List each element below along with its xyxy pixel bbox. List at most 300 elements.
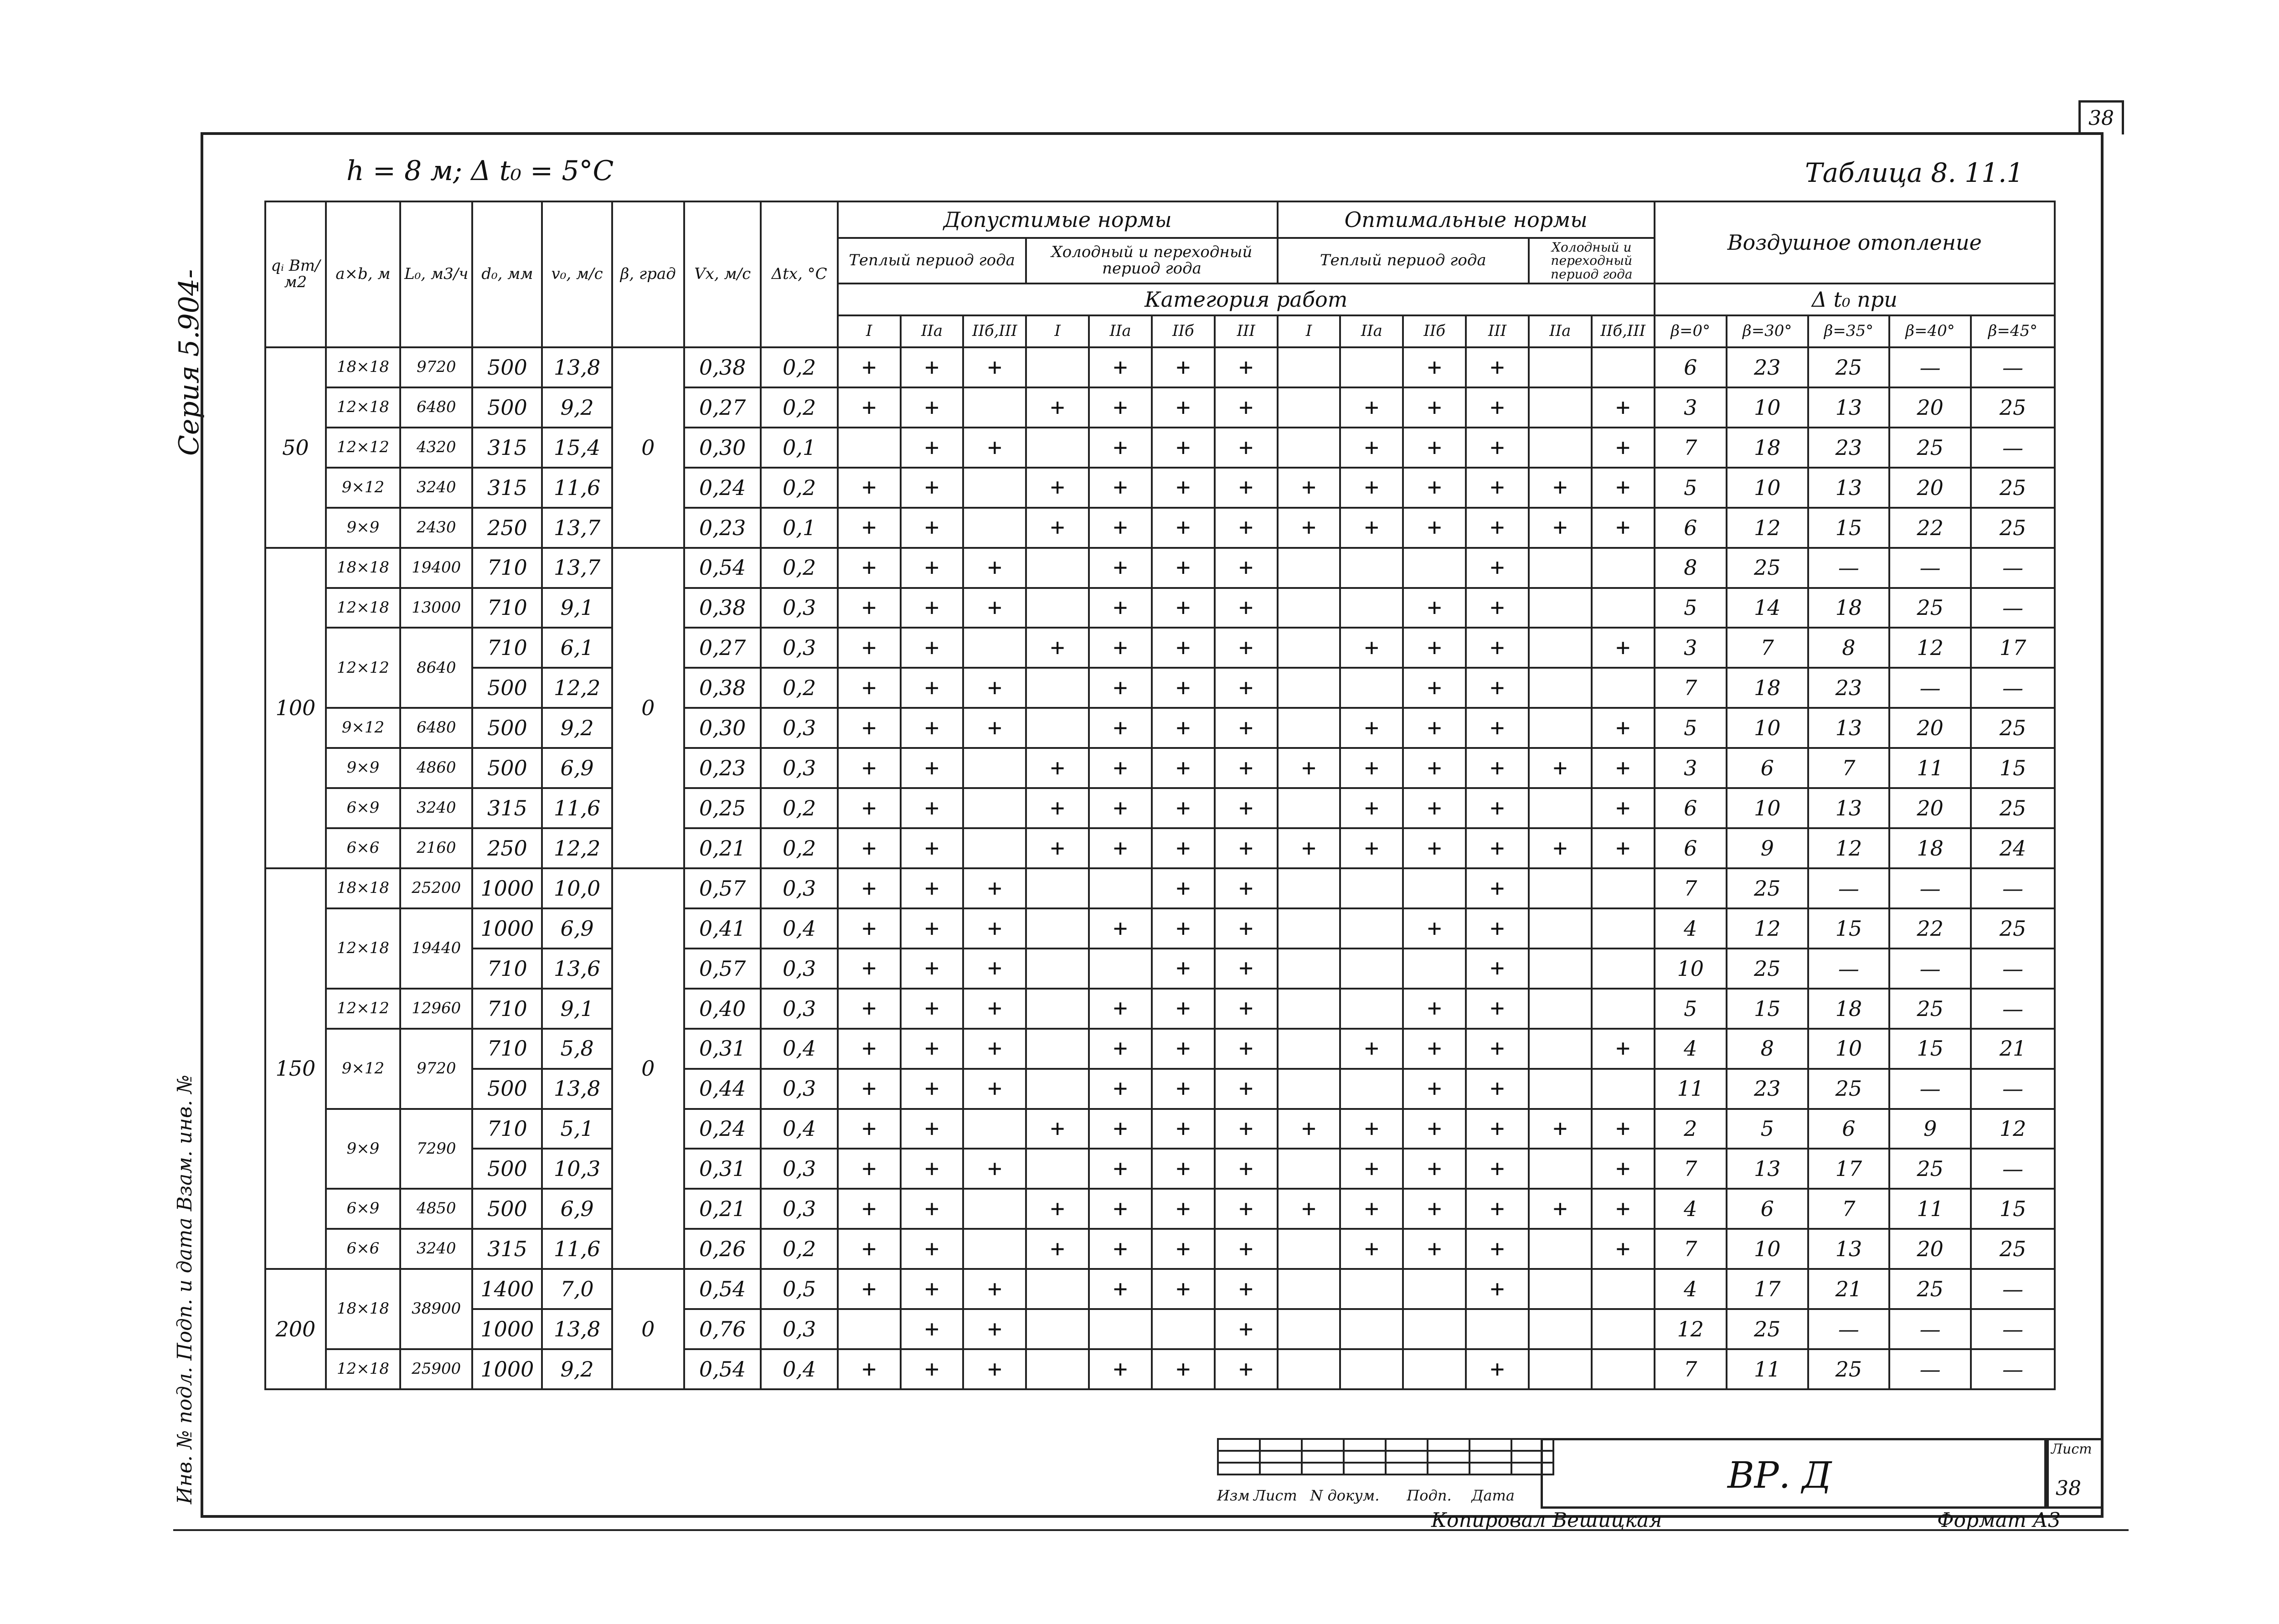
cell-norm-mark: + xyxy=(1466,748,1529,788)
col-v0: v₀, м/с xyxy=(542,201,612,347)
cell-dtx: 0,3 xyxy=(761,628,837,668)
cell-norm-mark: + xyxy=(1215,588,1278,628)
cell-norm-mark: + xyxy=(1340,1229,1403,1269)
cell-norm-mark: + xyxy=(1466,908,1529,949)
cell-norm-mark: + xyxy=(838,508,901,548)
cell-norm-mark: + xyxy=(963,949,1026,989)
cell-norm-mark: + xyxy=(1466,508,1529,548)
cell-norm-mark xyxy=(1026,428,1089,468)
cell-norm-mark: + xyxy=(1340,1149,1403,1189)
cell-dt-beta: 25 xyxy=(1971,708,2055,748)
cell-v0: 6,9 xyxy=(542,1189,612,1229)
cell-norm-mark: + xyxy=(1466,989,1529,1029)
cell-norm-mark xyxy=(1466,1309,1529,1349)
cell-norm-mark: + xyxy=(1026,508,1089,548)
category-header: I xyxy=(1026,315,1089,347)
sheet-label: Лист xyxy=(2051,1441,2092,1457)
beta-header: β=40° xyxy=(1889,315,1971,347)
cell-norm-mark: + xyxy=(1089,588,1152,628)
cell-norm-mark: + xyxy=(1466,1269,1529,1309)
cell-norm-mark: + xyxy=(1403,788,1466,828)
cell-norm-mark xyxy=(1529,1229,1592,1269)
cell-norm-mark: + xyxy=(901,1069,964,1109)
cell-norm-mark xyxy=(1026,949,1089,989)
cell-norm-mark: + xyxy=(838,387,901,428)
cell-dtx: 0,3 xyxy=(761,1149,837,1189)
cell-norm-mark: + xyxy=(1215,1269,1278,1309)
cell-norm-mark: + xyxy=(1152,748,1215,788)
cell-vx: 0,44 xyxy=(684,1069,761,1109)
cell-axb: 9×12 xyxy=(326,708,400,748)
cell-dtx: 0,3 xyxy=(761,949,837,989)
cell-norm-mark: + xyxy=(838,989,901,1029)
cell-norm-mark: + xyxy=(1089,347,1152,387)
series-label: Серия 5.904- xyxy=(173,269,205,456)
cell-norm-mark: + xyxy=(901,828,964,868)
cell-norm-mark: + xyxy=(1152,1149,1215,1189)
cell-norm-mark: + xyxy=(1340,508,1403,548)
table-row xyxy=(265,989,2055,1029)
table-row xyxy=(265,828,2055,868)
cell-norm-mark: + xyxy=(1089,428,1152,468)
cell-norm-mark: + xyxy=(1592,387,1655,428)
cell-norm-mark: + xyxy=(1215,1309,1278,1349)
cell-dt-beta: 22 xyxy=(1889,908,1971,949)
cell-dt-beta: 10 xyxy=(1727,788,1808,828)
cell-dt-beta: 9 xyxy=(1889,1109,1971,1149)
cell-q: 100 xyxy=(265,548,326,868)
cell-dt-beta: 7 xyxy=(1727,628,1808,668)
cell-dt-beta: 7 xyxy=(1655,668,1727,708)
cell-vx: 0,30 xyxy=(684,428,761,468)
table-row xyxy=(265,588,2055,628)
cell-norm-mark: + xyxy=(838,588,901,628)
cell-L0: 13000 xyxy=(400,588,472,628)
cell-d0: 500 xyxy=(472,1189,542,1229)
cell-norm-mark: + xyxy=(963,708,1026,748)
cell-dtx: 0,3 xyxy=(761,1069,837,1109)
cell-norm-mark: + xyxy=(1215,387,1278,428)
cell-norm-mark xyxy=(1026,668,1089,708)
cell-dtx: 0,3 xyxy=(761,1189,837,1229)
cell-v0: 5,8 xyxy=(542,1029,612,1069)
cell-dt-beta: 17 xyxy=(1971,628,2055,668)
cell-norm-mark xyxy=(963,508,1026,548)
cell-norm-mark: + xyxy=(1529,1109,1592,1149)
cell-norm-mark: + xyxy=(1152,588,1215,628)
cell-dt-beta: 6 xyxy=(1808,1109,1890,1149)
col-dtx: Δtх, °C xyxy=(761,201,837,347)
cell-norm-mark: + xyxy=(1403,989,1466,1029)
cell-norm-mark: + xyxy=(1215,989,1278,1029)
cell-norm-mark xyxy=(1592,548,1655,588)
cell-dt-beta: 10 xyxy=(1727,1229,1808,1269)
cell-norm-mark: + xyxy=(1215,828,1278,868)
table-row xyxy=(265,628,2055,668)
cell-d0: 315 xyxy=(472,788,542,828)
cell-axb: 9×12 xyxy=(326,1029,400,1109)
optimal-cold-header: Холодный и переходный период года xyxy=(1529,238,1655,284)
cell-norm-mark: + xyxy=(1466,868,1529,908)
cell-vx: 0,27 xyxy=(684,628,761,668)
cell-norm-mark: + xyxy=(1403,668,1466,708)
cell-dt-beta: — xyxy=(1971,949,2055,989)
table-row xyxy=(265,908,2055,949)
cell-dt-beta: 17 xyxy=(1727,1269,1808,1309)
cell-L0: 25900 xyxy=(400,1349,472,1389)
cell-d0: 710 xyxy=(472,588,542,628)
cell-norm-mark: + xyxy=(1340,468,1403,508)
cell-v0: 11,6 xyxy=(542,1229,612,1269)
cell-norm-mark: + xyxy=(838,788,901,828)
cell-dt-beta: 20 xyxy=(1889,708,1971,748)
cell-dt-beta: 7 xyxy=(1655,1149,1727,1189)
cell-axb: 12×18 xyxy=(326,387,400,428)
cell-norm-mark: + xyxy=(838,949,901,989)
cell-norm-mark xyxy=(1403,1269,1466,1309)
cell-dt-beta: 7 xyxy=(1655,1349,1727,1389)
cell-norm-mark xyxy=(1278,548,1341,588)
cell-dt-beta: 7 xyxy=(1655,1229,1727,1269)
cell-norm-mark: + xyxy=(1215,748,1278,788)
cell-beta: 0 xyxy=(612,548,684,868)
cell-v0: 9,1 xyxy=(542,989,612,1029)
cell-norm-mark xyxy=(1278,1029,1341,1069)
cell-norm-mark: + xyxy=(1466,347,1529,387)
cell-axb: 18×18 xyxy=(326,548,400,588)
cell-v0: 13,7 xyxy=(542,508,612,548)
cell-norm-mark xyxy=(1340,868,1403,908)
cell-norm-mark: + xyxy=(1466,708,1529,748)
cell-norm-mark: + xyxy=(901,908,964,949)
cell-norm-mark: + xyxy=(838,868,901,908)
cell-norm-mark: + xyxy=(1278,468,1341,508)
cell-dt-beta: 23 xyxy=(1727,1069,1808,1109)
cell-norm-mark: + xyxy=(1278,748,1341,788)
cell-dt-beta: 12 xyxy=(1808,828,1890,868)
cell-norm-mark xyxy=(1592,347,1655,387)
cell-d0: 500 xyxy=(472,387,542,428)
cell-norm-mark xyxy=(1340,548,1403,588)
cell-norm-mark: + xyxy=(901,989,964,1029)
cell-d0: 500 xyxy=(472,1069,542,1109)
cell-dt-beta: — xyxy=(1889,1069,1971,1109)
allowed-norms-header: Допустимые нормы xyxy=(838,201,1278,238)
cell-norm-mark: + xyxy=(1215,628,1278,668)
bottom-rule xyxy=(173,1529,2129,1531)
cell-norm-mark xyxy=(1340,347,1403,387)
table-row xyxy=(265,347,2055,387)
cell-norm-mark: + xyxy=(1403,828,1466,868)
table-row xyxy=(265,1189,2055,1229)
cell-vx: 0,54 xyxy=(684,1349,761,1389)
cell-L0: 6480 xyxy=(400,708,472,748)
cell-norm-mark: + xyxy=(1466,548,1529,588)
cell-v0: 9,2 xyxy=(542,387,612,428)
cell-dt-beta: 5 xyxy=(1655,708,1727,748)
cell-dt-beta: 3 xyxy=(1655,387,1727,428)
cell-norm-mark: + xyxy=(1152,548,1215,588)
cell-norm-mark xyxy=(1529,1269,1592,1309)
cell-dt-beta: 13 xyxy=(1808,387,1890,428)
cell-v0: 7,0 xyxy=(542,1269,612,1309)
cell-norm-mark xyxy=(1340,1349,1403,1389)
cell-dt-beta: 23 xyxy=(1727,347,1808,387)
cell-dt-beta: — xyxy=(1808,1309,1890,1349)
cell-norm-mark: + xyxy=(1403,468,1466,508)
cell-norm-mark xyxy=(963,748,1026,788)
table-row xyxy=(265,1309,2055,1349)
cell-vx: 0,26 xyxy=(684,1229,761,1269)
cell-v0: 9,1 xyxy=(542,588,612,628)
cell-dt-beta: 25 xyxy=(1889,1149,1971,1189)
cell-dt-beta: 15 xyxy=(1971,1189,2055,1229)
cell-dt-beta: 6 xyxy=(1655,828,1727,868)
cell-norm-mark xyxy=(1026,1269,1089,1309)
sheet-number: 38 xyxy=(2056,1477,2081,1500)
cell-norm-mark xyxy=(1026,989,1089,1029)
cell-dt-beta: 21 xyxy=(1808,1269,1890,1309)
cell-norm-mark: + xyxy=(1089,1229,1152,1269)
cell-axb: 12×12 xyxy=(326,989,400,1029)
cell-norm-mark: + xyxy=(1089,1349,1152,1389)
cell-norm-mark: + xyxy=(1466,428,1529,468)
cell-beta: 0 xyxy=(612,347,684,548)
cell-norm-mark xyxy=(1529,868,1592,908)
cell-norm-mark: + xyxy=(963,1309,1026,1349)
cell-norm-mark: + xyxy=(1215,1149,1278,1189)
cell-norm-mark: + xyxy=(1152,949,1215,989)
data-table xyxy=(264,201,2056,1390)
table-row xyxy=(265,708,2055,748)
cell-d0: 710 xyxy=(472,1109,542,1149)
cell-norm-mark: + xyxy=(1026,468,1089,508)
cell-norm-mark: + xyxy=(1089,908,1152,949)
cell-axb: 9×9 xyxy=(326,748,400,788)
cell-norm-mark xyxy=(1089,1309,1152,1349)
cell-norm-mark xyxy=(1278,387,1341,428)
cell-norm-mark xyxy=(963,387,1026,428)
cell-L0: 9720 xyxy=(400,1029,472,1109)
cell-norm-mark xyxy=(1529,428,1592,468)
cell-norm-mark xyxy=(1026,347,1089,387)
cell-norm-mark: + xyxy=(838,1269,901,1309)
cell-dt-beta: — xyxy=(1971,1149,2055,1189)
cell-dt-beta: 12 xyxy=(1655,1309,1727,1349)
cell-norm-mark xyxy=(1026,588,1089,628)
cell-vx: 0,21 xyxy=(684,1189,761,1229)
cell-L0: 4850 xyxy=(400,1189,472,1229)
cell-norm-mark xyxy=(1278,1069,1341,1109)
cell-vx: 0,27 xyxy=(684,387,761,428)
cell-norm-mark xyxy=(1026,1069,1089,1109)
cell-dt-beta: 10 xyxy=(1727,387,1808,428)
cell-dtx: 0,2 xyxy=(761,347,837,387)
cell-norm-mark xyxy=(1026,548,1089,588)
cell-dt-beta: 4 xyxy=(1655,1269,1727,1309)
cell-norm-mark: + xyxy=(1592,1229,1655,1269)
cell-vx: 0,23 xyxy=(684,748,761,788)
title-block-labels xyxy=(1217,1487,1518,1504)
cell-dt-beta: 25 xyxy=(1971,908,2055,949)
cell-dt-beta: — xyxy=(1971,428,2055,468)
cell-norm-mark: + xyxy=(1403,708,1466,748)
cell-axb: 12×12 xyxy=(326,628,400,708)
cell-norm-mark: + xyxy=(1592,1109,1655,1149)
cell-norm-mark: + xyxy=(901,1109,964,1149)
cell-dt-beta: 11 xyxy=(1727,1349,1808,1389)
optimal-norms-header: Оптимальные нормы xyxy=(1278,201,1655,238)
cell-dt-beta: 25 xyxy=(1971,508,2055,548)
cell-norm-mark: + xyxy=(963,347,1026,387)
cell-dt-beta: 18 xyxy=(1808,588,1890,628)
cell-norm-mark: + xyxy=(1152,908,1215,949)
cell-norm-mark: + xyxy=(1592,708,1655,748)
cell-axb: 6×6 xyxy=(326,1229,400,1269)
cell-norm-mark xyxy=(838,428,901,468)
cell-norm-mark: + xyxy=(1152,868,1215,908)
cell-dtx: 0,3 xyxy=(761,708,837,748)
cell-dt-beta: 13 xyxy=(1808,788,1890,828)
category-header: IIб,III xyxy=(963,315,1026,347)
cell-norm-mark: + xyxy=(1152,628,1215,668)
cell-norm-mark: + xyxy=(1152,1189,1215,1229)
cell-dt-beta: 12 xyxy=(1971,1109,2055,1149)
cell-norm-mark: + xyxy=(1152,989,1215,1029)
cell-norm-mark xyxy=(1026,1029,1089,1069)
optimal-warm-header: Теплый период года xyxy=(1278,238,1529,284)
cell-norm-mark: + xyxy=(1152,788,1215,828)
air-heating-header: Воздушное отопление xyxy=(1655,201,2055,284)
col-d0: d₀, мм xyxy=(472,201,542,347)
cell-norm-mark: + xyxy=(1026,628,1089,668)
cell-dt-beta: 13 xyxy=(1727,1149,1808,1189)
paper-format: Формат А3 xyxy=(1937,1509,2061,1532)
cell-norm-mark: + xyxy=(1215,1069,1278,1109)
cell-norm-mark xyxy=(1278,628,1341,668)
cell-dt-beta: 23 xyxy=(1808,668,1890,708)
cell-d0: 1000 xyxy=(472,868,542,908)
cell-dtx: 0,3 xyxy=(761,588,837,628)
cell-norm-mark xyxy=(1340,908,1403,949)
cell-dt-beta: — xyxy=(1808,949,1890,989)
cell-dt-beta: 25 xyxy=(1808,1349,1890,1389)
cell-dt-beta: 12 xyxy=(1727,508,1808,548)
cell-norm-mark: + xyxy=(901,1189,964,1229)
cell-norm-mark: + xyxy=(963,588,1026,628)
cell-dt-beta: 8 xyxy=(1655,548,1727,588)
cell-norm-mark: + xyxy=(1089,1029,1152,1069)
cell-dt-beta: 6 xyxy=(1655,347,1727,387)
cell-norm-mark: + xyxy=(1466,828,1529,868)
cell-norm-mark xyxy=(963,628,1026,668)
category-header: I xyxy=(838,315,901,347)
category-header: IIб,III xyxy=(1592,315,1655,347)
cell-vx: 0,38 xyxy=(684,668,761,708)
cell-norm-mark xyxy=(963,788,1026,828)
cell-norm-mark: + xyxy=(838,548,901,588)
cell-norm-mark: + xyxy=(963,1269,1026,1309)
cell-v0: 10,3 xyxy=(542,1149,612,1189)
cell-norm-mark: + xyxy=(838,1149,901,1189)
cell-dt-beta: 17 xyxy=(1808,1149,1890,1189)
cell-norm-mark: + xyxy=(838,828,901,868)
cell-dt-beta: — xyxy=(1889,1309,1971,1349)
cell-dt-beta: 3 xyxy=(1655,748,1727,788)
cell-norm-mark: + xyxy=(838,668,901,708)
cell-dt-beta: 18 xyxy=(1808,989,1890,1029)
cell-norm-mark: + xyxy=(838,1349,901,1389)
cell-beta: 0 xyxy=(612,868,684,1269)
cell-dtx: 0,2 xyxy=(761,668,837,708)
cell-dt-beta: 20 xyxy=(1889,788,1971,828)
cell-dt-beta: 10 xyxy=(1727,468,1808,508)
cell-norm-mark: + xyxy=(1403,1229,1466,1269)
cell-norm-mark: + xyxy=(1152,1069,1215,1109)
cell-dt-beta: — xyxy=(1971,1309,2055,1349)
table-row xyxy=(265,788,2055,828)
cell-dt-beta: 25 xyxy=(1727,548,1808,588)
copied-by: Копировал Вешицкая xyxy=(1431,1509,1662,1532)
cell-dt-beta: 25 xyxy=(1727,1309,1808,1349)
col-beta: β, град xyxy=(612,201,684,347)
cell-norm-mark: + xyxy=(1592,828,1655,868)
cell-v0: 13,6 xyxy=(542,949,612,989)
cell-norm-mark: + xyxy=(1152,1029,1215,1069)
cell-norm-mark: + xyxy=(1215,468,1278,508)
cell-dt-beta: 6 xyxy=(1655,788,1727,828)
cell-v0: 9,2 xyxy=(542,1349,612,1389)
cell-norm-mark: + xyxy=(1026,1109,1089,1149)
cell-v0: 12,2 xyxy=(542,668,612,708)
cell-dtx: 0,2 xyxy=(761,468,837,508)
cell-norm-mark: + xyxy=(1592,508,1655,548)
table-row xyxy=(265,1029,2055,1069)
cell-norm-mark: + xyxy=(1466,949,1529,989)
cell-vx: 0,31 xyxy=(684,1029,761,1069)
cell-dt-beta: 13 xyxy=(1808,1229,1890,1269)
cell-norm-mark: + xyxy=(1592,628,1655,668)
cell-dtx: 0,3 xyxy=(761,1309,837,1349)
cell-norm-mark: + xyxy=(1592,468,1655,508)
cell-dt-beta: — xyxy=(1971,1269,2055,1309)
table-row xyxy=(265,1269,2055,1309)
cell-norm-mark: + xyxy=(1215,428,1278,468)
cell-dtx: 0,4 xyxy=(761,1109,837,1149)
cell-norm-mark xyxy=(1592,868,1655,908)
archive-stamp: Инв. № подл. Подп. и дата Взам. инв. № xyxy=(173,1074,196,1504)
cell-norm-mark xyxy=(1403,1349,1466,1389)
cell-dt-beta: 7 xyxy=(1808,748,1890,788)
cell-norm-mark: + xyxy=(1403,508,1466,548)
cell-dt-beta: 25 xyxy=(1727,949,1808,989)
cell-L0: 6480 xyxy=(400,387,472,428)
cell-L0: 3240 xyxy=(400,788,472,828)
cell-norm-mark: + xyxy=(1089,1269,1152,1309)
category-header: IIб xyxy=(1403,315,1466,347)
label-date: Дата xyxy=(1471,1487,1515,1504)
cell-norm-mark xyxy=(1529,588,1592,628)
cell-norm-mark xyxy=(1340,1309,1403,1349)
cell-norm-mark: + xyxy=(1215,908,1278,949)
cell-dt-beta: 6 xyxy=(1727,748,1808,788)
cell-norm-mark: + xyxy=(901,748,964,788)
cell-dt-beta: — xyxy=(1889,548,1971,588)
cell-L0: 38900 xyxy=(400,1269,472,1349)
cell-norm-mark: + xyxy=(1529,508,1592,548)
cell-norm-mark: + xyxy=(963,428,1026,468)
cell-dt-beta: 25 xyxy=(1971,387,2055,428)
